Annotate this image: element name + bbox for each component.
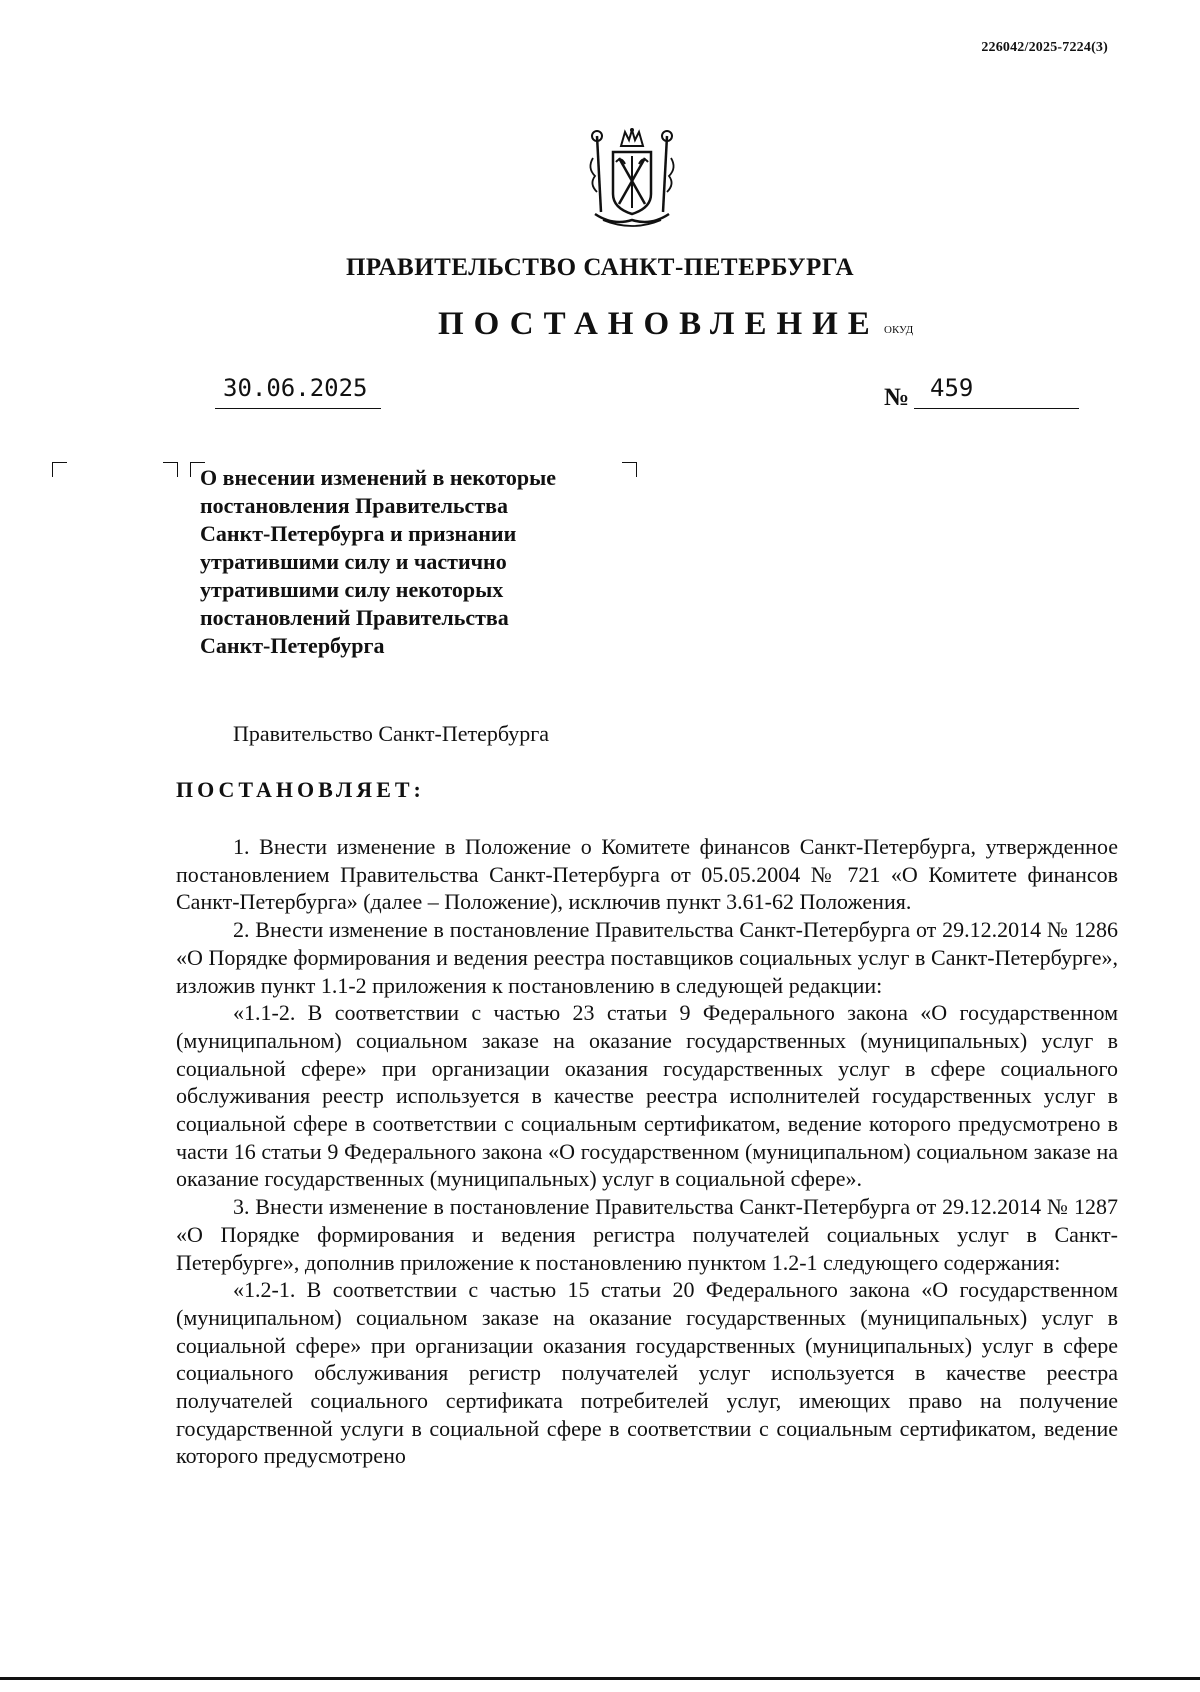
quoted-paragraph-1-1-2: «1.1-2. В соответствии с частью 23 статьи 9 Федерального закона «О государственном (муниципальном) социальном заказе на оказание государственных (муниципальных) услуг в социальной сфере» при организации оказания государственных услуг в сфере социального обслуживания реестр используется в качестве реестра исполнителей государственных услуг в социальной сфере в соответствии с социальным сертификатом, ведение которого предусмотрено в части 16 статьи 9 Федерального закона «О государственном (муниципальном) социальном заказе на оказание государственных (муниципальных) услуг в социальной сфере». (176, 1000, 1118, 1192)
subject-line: постановления Правительства (200, 493, 508, 518)
margin-corner-mark (52, 462, 67, 477)
decree-date: 30.06.2025 (223, 374, 368, 402)
date-field (215, 374, 381, 409)
subject-corner-mark-right (622, 462, 637, 477)
okud-label: ОКУД (884, 324, 914, 336)
government-header: ПРАВИТЕЛЬСТВО САНКТ-ПЕТЕРБУРГА (345, 254, 855, 281)
decree-number: 459 (930, 374, 974, 402)
decree-subject (200, 464, 620, 660)
paragraph-2: 2. Внести изменение в постановление Правительства Санкт-Петербурга от 29.12.2014 № 1286 «О Порядке формирования и ведения реестра поставщиков социальных услуг в Санкт-Петербурге», изложив пункт 1.1-2 приложения к постановлению в следующей редакции: (176, 917, 1118, 998)
subject-line: Санкт-Петербурга (200, 633, 385, 658)
decree-body (176, 833, 1118, 1470)
resolves-heading: ПОСТАНОВЛЯЕТ: (176, 777, 425, 802)
subject-corner-mark-left (163, 462, 178, 477)
government-name: Правительство Санкт-Петербурга (233, 721, 550, 746)
decree-title: ПОСТАНОВЛЕНИЕ (438, 306, 880, 342)
document-id: 226042/2025-7224(3) (981, 40, 1108, 55)
paragraph-1: 1. Внести изменение в Положение о Комитете финансов Санкт-Петербурга, утвержденное постановлением Правительства Санкт-Петербурга от 05.05.2004 № 721 «О Комитете финансов Санкт-Петербурга» (далее – Положение), исключив пункт 3.61-62 Положения. (176, 834, 1118, 915)
subject-line: утратившими силу некоторых (200, 577, 504, 602)
quoted-paragraph-1-2-1: «1.2-1. В соответствии с частью 15 статьи 20 Федерального закона «О государственном (муниципальном) социальном заказе на оказание государственных (муниципальных) услуг в социальной сфере» при организации оказания государственных (муниципальных) услуг в сфере социального обслуживания регистр получателей услуг используется в качестве реестра получателей социального сертификата потребителей услуг, имеющих право на получение государственной услуги в социальной сфере в соответствии с социальным сертификатом, ведение которого предусмотрено (176, 1277, 1118, 1469)
scan-bottom-edge (0, 1677, 1200, 1680)
subject-line: постановлений Правительства (200, 605, 509, 630)
number-field (914, 374, 1079, 409)
coat-of-arms-emblem (583, 128, 681, 230)
number-label: № (884, 384, 910, 411)
subject-line: Санкт-Петербурга и признании (200, 521, 517, 546)
subject-line: утратившими силу и частично (200, 549, 507, 574)
paragraph-3: 3. Внести изменение в постановление Правительства Санкт-Петербурга от 29.12.2014 № 1287 «О Порядке формирования и ведения регистра получателей социальных услуг в Санкт-Петербурге», дополнив приложение к постановлению пунктом 1.2-1 следующего содержания: (176, 1194, 1118, 1275)
subject-line: О внесении изменений в некоторые (200, 465, 557, 490)
